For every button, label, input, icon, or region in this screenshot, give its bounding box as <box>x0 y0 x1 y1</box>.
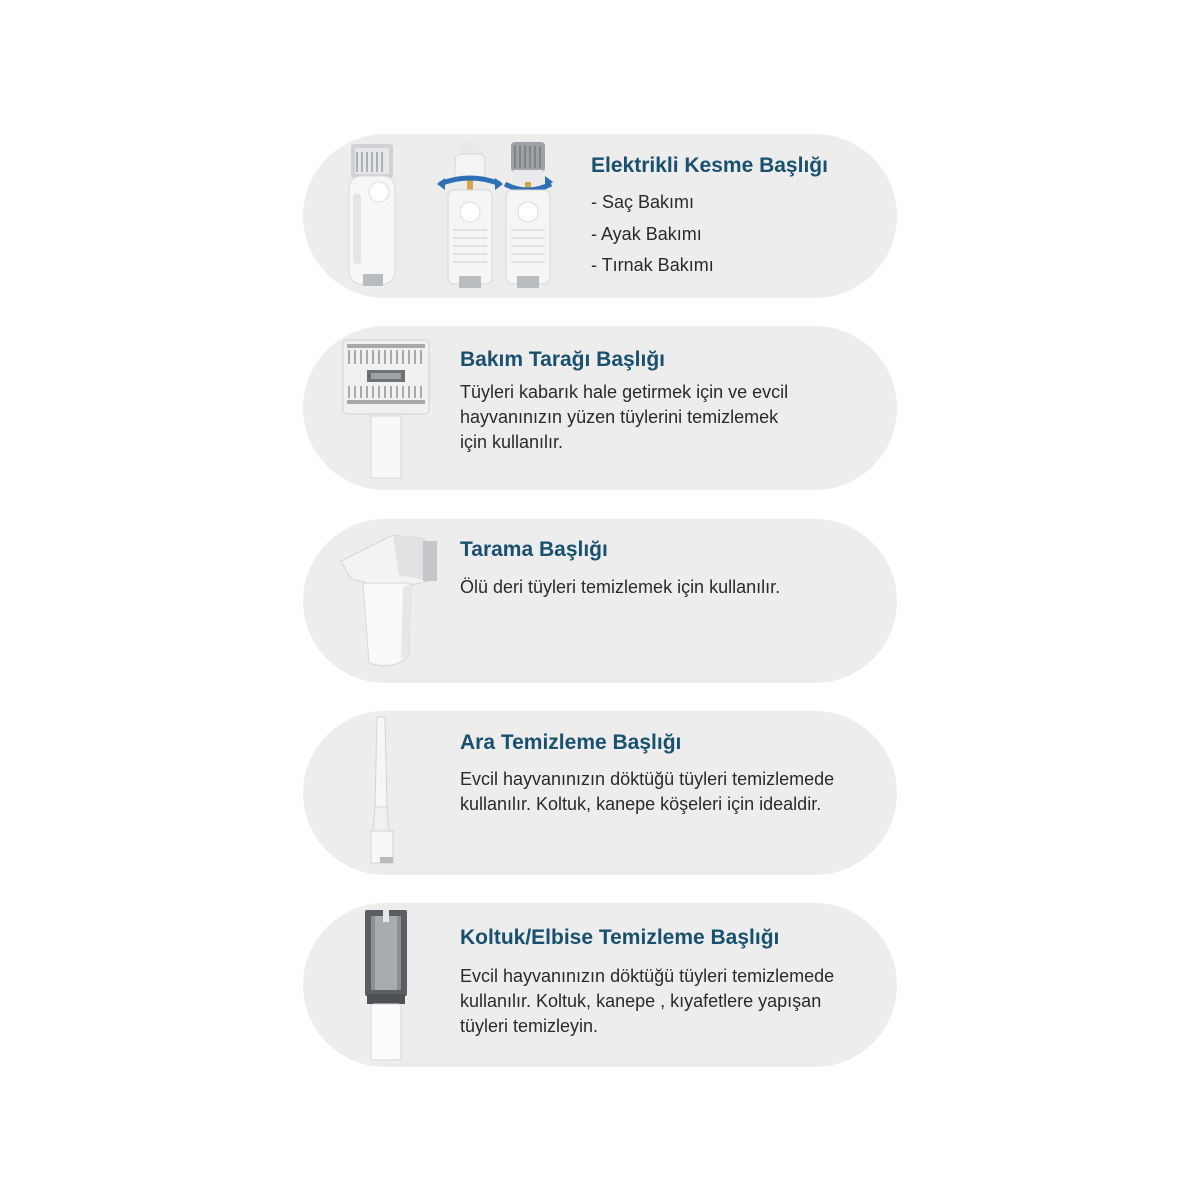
card-upholstery-lint-head <box>303 903 897 1067</box>
brush-head-image <box>333 525 443 675</box>
card-title: Ara Temizleme Başlığı <box>460 731 682 754</box>
card-grooming-comb-head <box>303 326 897 490</box>
card-title: Tarama Başlığı <box>460 538 608 561</box>
card-title: Elektrikli Kesme Başlığı <box>591 154 828 177</box>
card-description: Tüyleri kabarık hale getirmek için ve evcil hayvanınızın yüzen tüylerini temizlemek için kullanılır. <box>460 382 789 452</box>
list-item: - Tırnak Bakımı <box>591 255 714 275</box>
list-item: - Ayak Bakımı <box>591 223 702 244</box>
electric-trimmer-heads-image <box>343 138 593 294</box>
card-electric-trimmer-head <box>303 134 897 298</box>
card-crevice-nozzle-head <box>303 711 897 875</box>
card-title: Koltuk/Elbise Temizleme Başlığı <box>460 926 780 949</box>
card-title: Bakım Tarağı Başlığı <box>460 348 666 371</box>
grooming-comb-head-image <box>341 338 431 480</box>
care-list <box>591 187 714 282</box>
card-description: Ölü deri tüyleri temizlemek için kullanılır. <box>460 577 781 597</box>
upholstery-lint-brush-image <box>361 908 411 1062</box>
crevice-nozzle-image <box>367 715 407 867</box>
card-description: Evcil hayvanınızın döktüğü tüyleri temizlemede kullanılır. Koltuk, kanepe , kıyafetlere yapışan tüyleri temizleyin. <box>460 966 835 1036</box>
list-item: - Saç Bakımı <box>591 192 695 212</box>
card-description: Evcil hayvanınızın döktüğü tüyleri temizlemede kullanılır. Koltuk, kanepe köşeleri için idealdir. <box>460 769 835 814</box>
card-brush-head <box>303 519 897 683</box>
